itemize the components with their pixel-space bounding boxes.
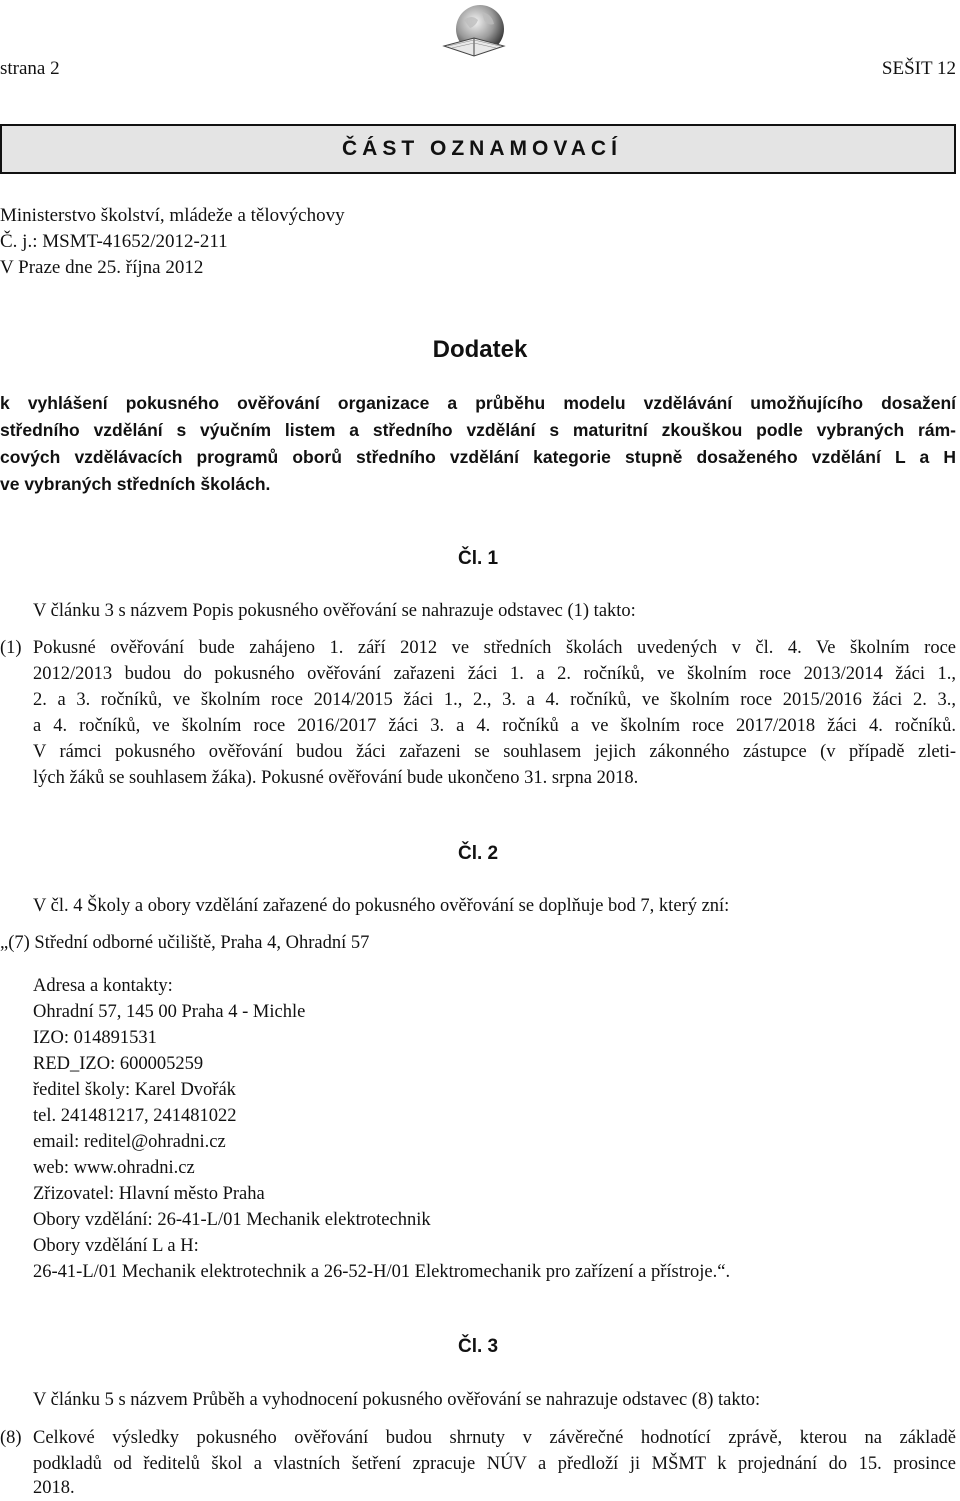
school-title: „(7) Střední odborné učiliště, Praha 4, Ohradní 57	[0, 933, 370, 953]
issue-number: SEŠIT 12	[881, 58, 956, 79]
reference-number: Č. j.: MSMT-41652/2012-211	[0, 231, 228, 252]
article-heading: Čl. 3	[458, 1336, 499, 1357]
contact-line: tel. 241481217, 241481022	[33, 1106, 237, 1126]
paragraph-line: V rámci pokusného ověřování budou žáci zařazeni se souhlasem jejich zákonného zástupce (v případě zleti-	[33, 742, 956, 762]
contact-line: Zřizovatel: Hlavní město Praha	[33, 1184, 265, 1204]
paragraph-line: podkladů od ředitelů škol a vlastních šetření zpracuje NÚV a předloží ji MŠMT k projednání do 15. prosince	[33, 1454, 956, 1474]
section-banner	[0, 124, 956, 174]
subtitle-line: k vyhlášení pokusného ověřování organizace a průběhu modelu vzdělávání umožňujícího dosažení	[0, 393, 956, 413]
contact-line: 26-41-L/01 Mechanik elektrotechnik a 26-52-H/01 Elektromechanik pro zařízení a přístroje.“.	[33, 1262, 731, 1282]
contact-line: RED_IZO: 600005259	[33, 1054, 204, 1074]
contact-line: email: reditel@ohradni.cz	[33, 1132, 226, 1152]
contact-line: Obory vzdělání: 26-41-L/01 Mechanik elektrotechnik	[33, 1210, 431, 1230]
document-title: Dodatek	[432, 336, 528, 363]
subtitle-line: středního vzdělání s výučním listem a středního vzdělání s maturitní zkouškou podle vybraných rám-	[0, 420, 956, 440]
issuer: Ministerstvo školství, mládeže a tělovýchovy	[0, 205, 345, 226]
article-heading: Čl. 2	[458, 843, 499, 864]
paragraph-line: Pokusné ověřování bude zahájeno 1. září 2012 ve středních školách uvedených v čl. 4. Ve školním roce	[33, 638, 956, 658]
contact-line: Adresa a kontakty:	[33, 976, 173, 996]
globe-book-logo-icon	[438, 2, 512, 64]
contact-line: Obory vzdělání L a H:	[33, 1236, 199, 1256]
paragraph-line: 2012/2013 budou do pokusného ověřování zařazeni žáci 1. a 2. ročníků, ve školním roce 2013/2014 žáci 1.,	[33, 664, 956, 684]
paragraph-line: 2. a 3. ročníků, ve školním roce 2014/2015 žáci 1., 2., 3. a 4. ročníků, ve školním roce 2015/2016 žáci 2. 3.,	[33, 690, 956, 710]
article-intro: V článku 3 s názvem Popis pokusného ověřování se nahrazuje odstavec (1) takto:	[33, 601, 636, 621]
page-number: strana 2	[0, 58, 60, 79]
contact-line: Ohradní 57, 145 00 Praha 4 - Michle	[33, 1002, 306, 1022]
contact-line: ředitel školy: Karel Dvořák	[33, 1080, 236, 1100]
section-title: ČÁST OZNAMOVACÍ	[342, 137, 622, 160]
paragraph-line: Celkové výsledky pokusného ověřování budou shrnuty v závěrečné hodnotící zprávě, kterou na základě	[33, 1428, 956, 1448]
subtitle-line: ve vybraných středních školách.	[0, 474, 271, 494]
article-intro: V článku 5 s názvem Průběh a vyhodnocení pokusného ověřování se nahrazuje odstavec (8) takto:	[33, 1390, 761, 1410]
subtitle-line: cových vzdělávacích programů oborů středního vzdělání kategorie stupně dosaženého vzdělání L a H	[0, 447, 956, 467]
paragraph-line: 2018.	[33, 1478, 75, 1498]
paragraph-marker: (8)	[0, 1428, 22, 1448]
paragraph-marker: (1)	[0, 638, 22, 658]
contact-line: web: www.ohradni.cz	[33, 1158, 195, 1178]
paragraph-line: a 4. ročníků, ve školním roce 2016/2017 žáci 3. a 4. ročníků a ve školním roce 2017/2018 žáci 4. ročníků.	[33, 716, 956, 736]
document-date: V Praze dne 25. října 2012	[0, 257, 204, 278]
article-intro: V čl. 4 Školy a obory vzdělání zařazené do pokusného ověřování se doplňuje bod 7, který zní:	[33, 896, 730, 916]
contact-line: IZO: 014891531	[33, 1028, 157, 1048]
article-heading: Čl. 1	[458, 548, 499, 569]
paragraph-line: lých žáků se souhlasem žáka). Pokusné ověřování bude ukončeno 31. srpna 2018.	[33, 768, 639, 788]
